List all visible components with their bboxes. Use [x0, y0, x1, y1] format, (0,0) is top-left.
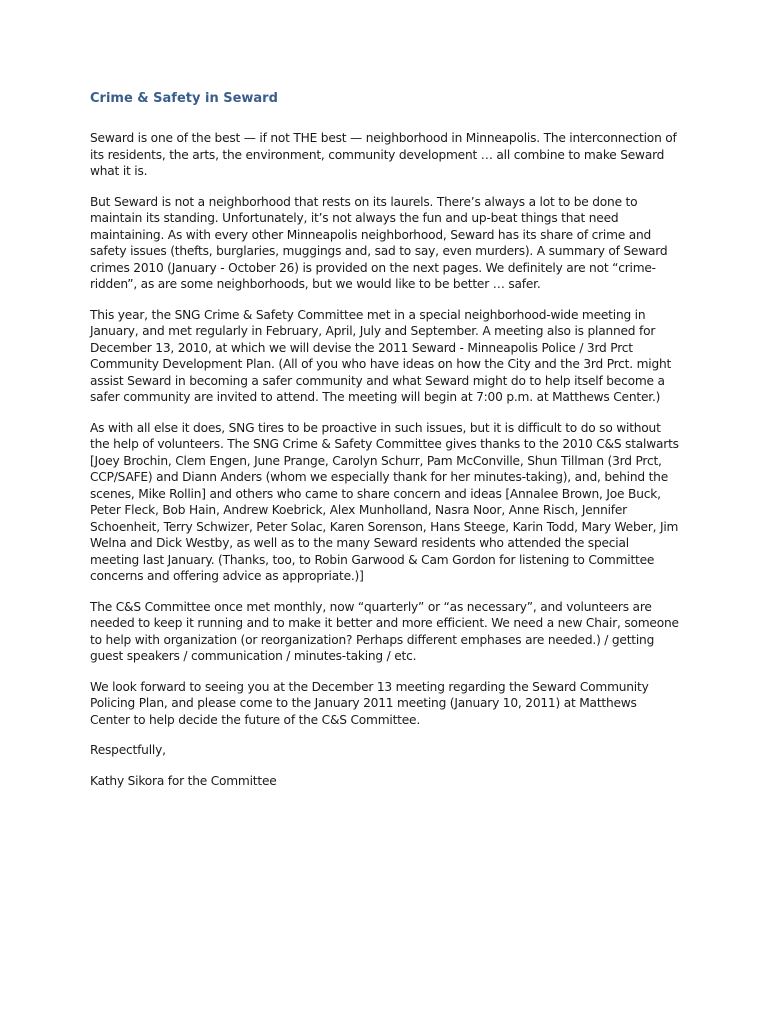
paragraph-meetings: This year, the SNG Crime & Safety Committee met in a special neighborhood-wide meeting in January, and met regularly in February, April, July and September. A meeting also is planned for December 13, 2010, at which we will devise the 2011 Seward - Minneapolis Police / 3rd Prct Community Development Plan. (All of you who have ideas on how the City and the 3rd Prct. might assist Seward in becoming a safer community and what Seward might do to help itself become a safer community are invited to attend. The meeting will begin at 7:00 p.m. at Matthews Center.) — [90, 307, 672, 404]
paragraph-volunteers: As with all else it does, SNG tires to be proactive in such issues, but it is difficult to do so without the help of volunteers. The SNG Crime & Safety Committee gives thanks to the 2010 C&S stalwarts [Joey Brochin, Clem Engen, June Prange, Carolyn Schurr, Pam McConville, Shun Tillman (3rd Prct, CCP/SAFE) and Diann Anders (whom we especially thank for her minutes-taking), and, behind the scenes, Mike Rollin] and others who came to share concern and ideas [Annalee Brown, Joe Buck, Peter Fleck, Bob Hain, Andrew Koebrick, Alex Munholland, Nasra Noor, Anne Risch, Jennifer Schoenheit, Terry Schwizer, Peter Solac, Karen Sorenson, Hans Steege, Karin Todd, Mary Weber, Jim Welna and Dick Westby, as well as to the many Seward residents who attended the special meeting last January. (Thanks, too, to Robin Garwood & Cam Gordon for listening to Committee concerns and offering advice as appropriate.)] — [90, 420, 679, 583]
closing-salutation: Respectfully, — [90, 743, 166, 757]
paragraph-laurels: But Seward is not a neighborhood that rests on its laurels. There’s always a lot to be done to maintain its standing. Unfortunately, it’s not always the fun and up-beat things that need maintaining. As with every other Minneapolis neighborhood, Seward has its share of crime and safety issues (thefts, burglaries, muggings and, sad to say, even murders). A summary of Seward crimes 2010 (January - October 26) is provided on the next pages. We definitely are not “crime-ridden”, as are some neighborhoods, but we would like to be better … safer. — [90, 194, 668, 291]
document-title: Crime & Safety in Seward — [90, 91, 278, 106]
document-body — [90, 130, 680, 803]
paragraph-invitation: We look forward to seeing you at the December 13 meeting regarding the Seward Community Policing Plan, and please come to the January 2011 meeting (January 10, 2011) at Matthews Center to help decide the future of the C&S Committee. — [90, 679, 649, 727]
paragraph-intro: Seward is one of the best — if not THE best — neighborhood in Minneapolis. The interconnection of its residents, the arts, the environment, community development … all combine to make Seward what it is. — [90, 131, 677, 178]
signature-line: Kathy Sikora for the Committee — [90, 773, 277, 788]
paragraph-committee-needs: The C&S Committee once met monthly, now “quarterly” or “as necessary”, and volunteers are needed to keep it running and to make it better and more efficient. We need a new Chair, someone to help with organization (or reorganization? Perhaps different emphases are needed.) / getting guest speakers / communication / minutes-taking / etc. — [90, 599, 679, 663]
